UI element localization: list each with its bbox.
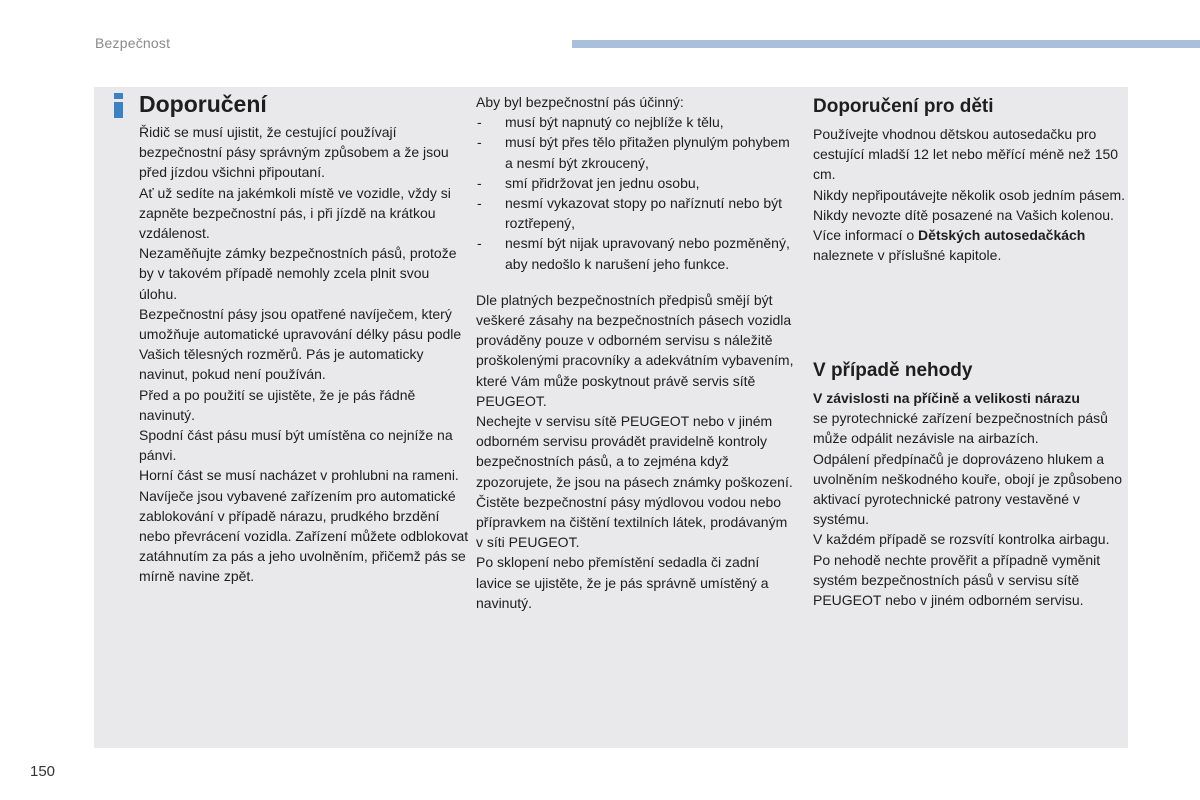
children-paragraph: Používejte vhodnou dětskou autosedačku pro cestující mladší 12 let nebo měřící méně než 150 cm. [813,126,1119,183]
children-column [813,124,1128,265]
recommendations-column [139,122,469,587]
list-item-text: musí být přes tělo přitažen plynulým pohybem a nesmí být zkroucený, [505,134,790,171]
info-icon-dot [114,93,123,99]
accident-lead-bold-text: V závislosti na příčině a velikosti nárazu [813,390,1080,406]
children-more-suffix: naleznete v příslušné kapitole. [813,247,1002,264]
recommendation-paragraph: Před a po použití se ujistěte, že je pás řádně navinutý. [139,386,416,423]
children-paragraph: Nikdy nevozte dítě posazené na Vašich kolenou. [813,206,1114,223]
recommendation-paragraph: Bezpečnostní pásy jsou opatřené navíječem, který umožňuje automatické upravování délky pásu podle Vašich tělesných rozměrů. Pás je automaticky navinut, pokud není používán. [139,305,462,383]
accident-lead-rest: se pyrotechnické zařízení bezpečnostních pásů může odpálit nezávisle na airbazích. [813,410,1108,447]
list-item-text: nesmí být nijak upravovaný nebo pozměněný, aby nedošlo k narušení jeho funkce. [505,235,790,272]
list-item-text: musí být napnutý co nejblíže k tělu, [505,114,724,131]
header-accent-bar [572,40,1200,48]
dash-bullet: - [477,195,482,212]
recommendation-paragraph: Horní část se musí nacházet v prohlubni na rameni. [139,467,459,484]
recommendation-paragraph: Řidič se musí ujistit, že cestující používají bezpečnostní pásy správným způsobem a že jsou před jízdou všichni připoutaní. [139,124,449,181]
accident-lead-bold [813,388,1128,408]
effective-belt-list [476,112,796,274]
list-item [476,173,796,193]
page-number: 150 [30,763,56,780]
spacer [476,274,796,290]
dash-bullet: - [477,114,482,131]
recommendation-paragraph: Nezaměňujte zámky bezpečnostních pásů, protože by v takovém případě nemohly zcela plnit svou úlohu. [139,245,457,302]
accident-column [813,388,1128,610]
dash-bullet: - [477,134,482,151]
children-more-prefix: Více informací o [813,227,919,244]
children-paragraph: Nikdy nepřipoutávejte několik osob jedním pásem. [813,186,1126,203]
children-paragraph [813,225,1128,265]
effective-belt-column [476,92,796,613]
dash-bullet: - [477,174,482,191]
section-title: Bezpečnost [95,35,171,51]
child-seats-reference: Dětských autosedačkách [918,227,1086,244]
accident-paragraph: V každém případě se rozsvítí kontrolka airbagu. [813,531,1110,548]
effective-belt-paragraph: Po sklopení nebo přemístění sedadla či zadní lavice se ujistěte, že je pás správně umístěný a navinutý. [476,554,769,611]
children-heading: Doporučení pro děti [813,96,994,117]
recommendation-paragraph: Spodní část pásu musí být umístěna co nejníže na pánvi. [139,427,453,464]
info-icon [114,93,123,118]
effective-belt-intro: Aby byl bezpečnostní pás účinný: [476,94,684,110]
dash-bullet: - [477,235,482,252]
recommendation-paragraph: Navíječe jsou vybavené zařízením pro automatické zablokování v případě nárazu, prudkého brzdění nebo převrácení vozidla. Zařízení můžete odblokovat zatáhnutím za pás a jeho uvolněním, přičemž pás se mírně navine zpět. [139,487,469,585]
accident-paragraph: Po nehodě nechte prověřit a případně vyměnit systém bezpečnostních pásů v servisu sítě PEUGEOT nebo v jiném odborném servisu. [813,551,1101,609]
accident-paragraph: Odpálení předpínačů je doprovázeno hlukem a uvolněním neškodného kouře, obojí je způsobeno aktivací pyrotechnické patrony vestavěné v systému. [813,450,1122,528]
effective-belt-paragraph: Dle platných bezpečnostních předpisů smějí být veškeré zásahy na bezpečnostních pásech vozidla prováděny pouze v odborném servisu s náležitě proškolenými pracovníky a adekvátním vybavením, které Vám může poskytnout právě servis sítě PEUGEOT. [476,291,794,409]
list-item-text: nesmí vykazovat stopy po naříznutí nebo být roztřepený, [505,195,783,232]
list-item [476,112,796,132]
recommendations-heading: Doporučení [139,91,267,117]
effective-belt-paragraph: Nechejte v servisu sítě PEUGEOT nebo v jiném odborném servisu provádět pravidelně kontroly bezpečnostních pásů, a to zejména když zpozorujete, že jsou na pásech známky poškození. [476,413,793,490]
accident-heading: V případě nehody [813,360,973,381]
info-icon-stem [114,102,123,118]
list-item-text: smí přidržovat jen jednu osobu, [505,174,700,191]
recommendation-paragraph: Ať už sedíte na jakémkoli místě ve vozidle, vždy si zapněte bezpečnostní pás, i při jízdě na krátkou vzdálenost. [139,184,451,242]
effective-belt-paragraph: Čistěte bezpečnostní pásy mýdlovou vodou nebo přípravkem na čištění textilních látek, prodávaným v síti PEUGEOT. [476,493,788,551]
list-item [476,233,796,273]
list-item [476,193,796,233]
list-item [476,132,796,172]
